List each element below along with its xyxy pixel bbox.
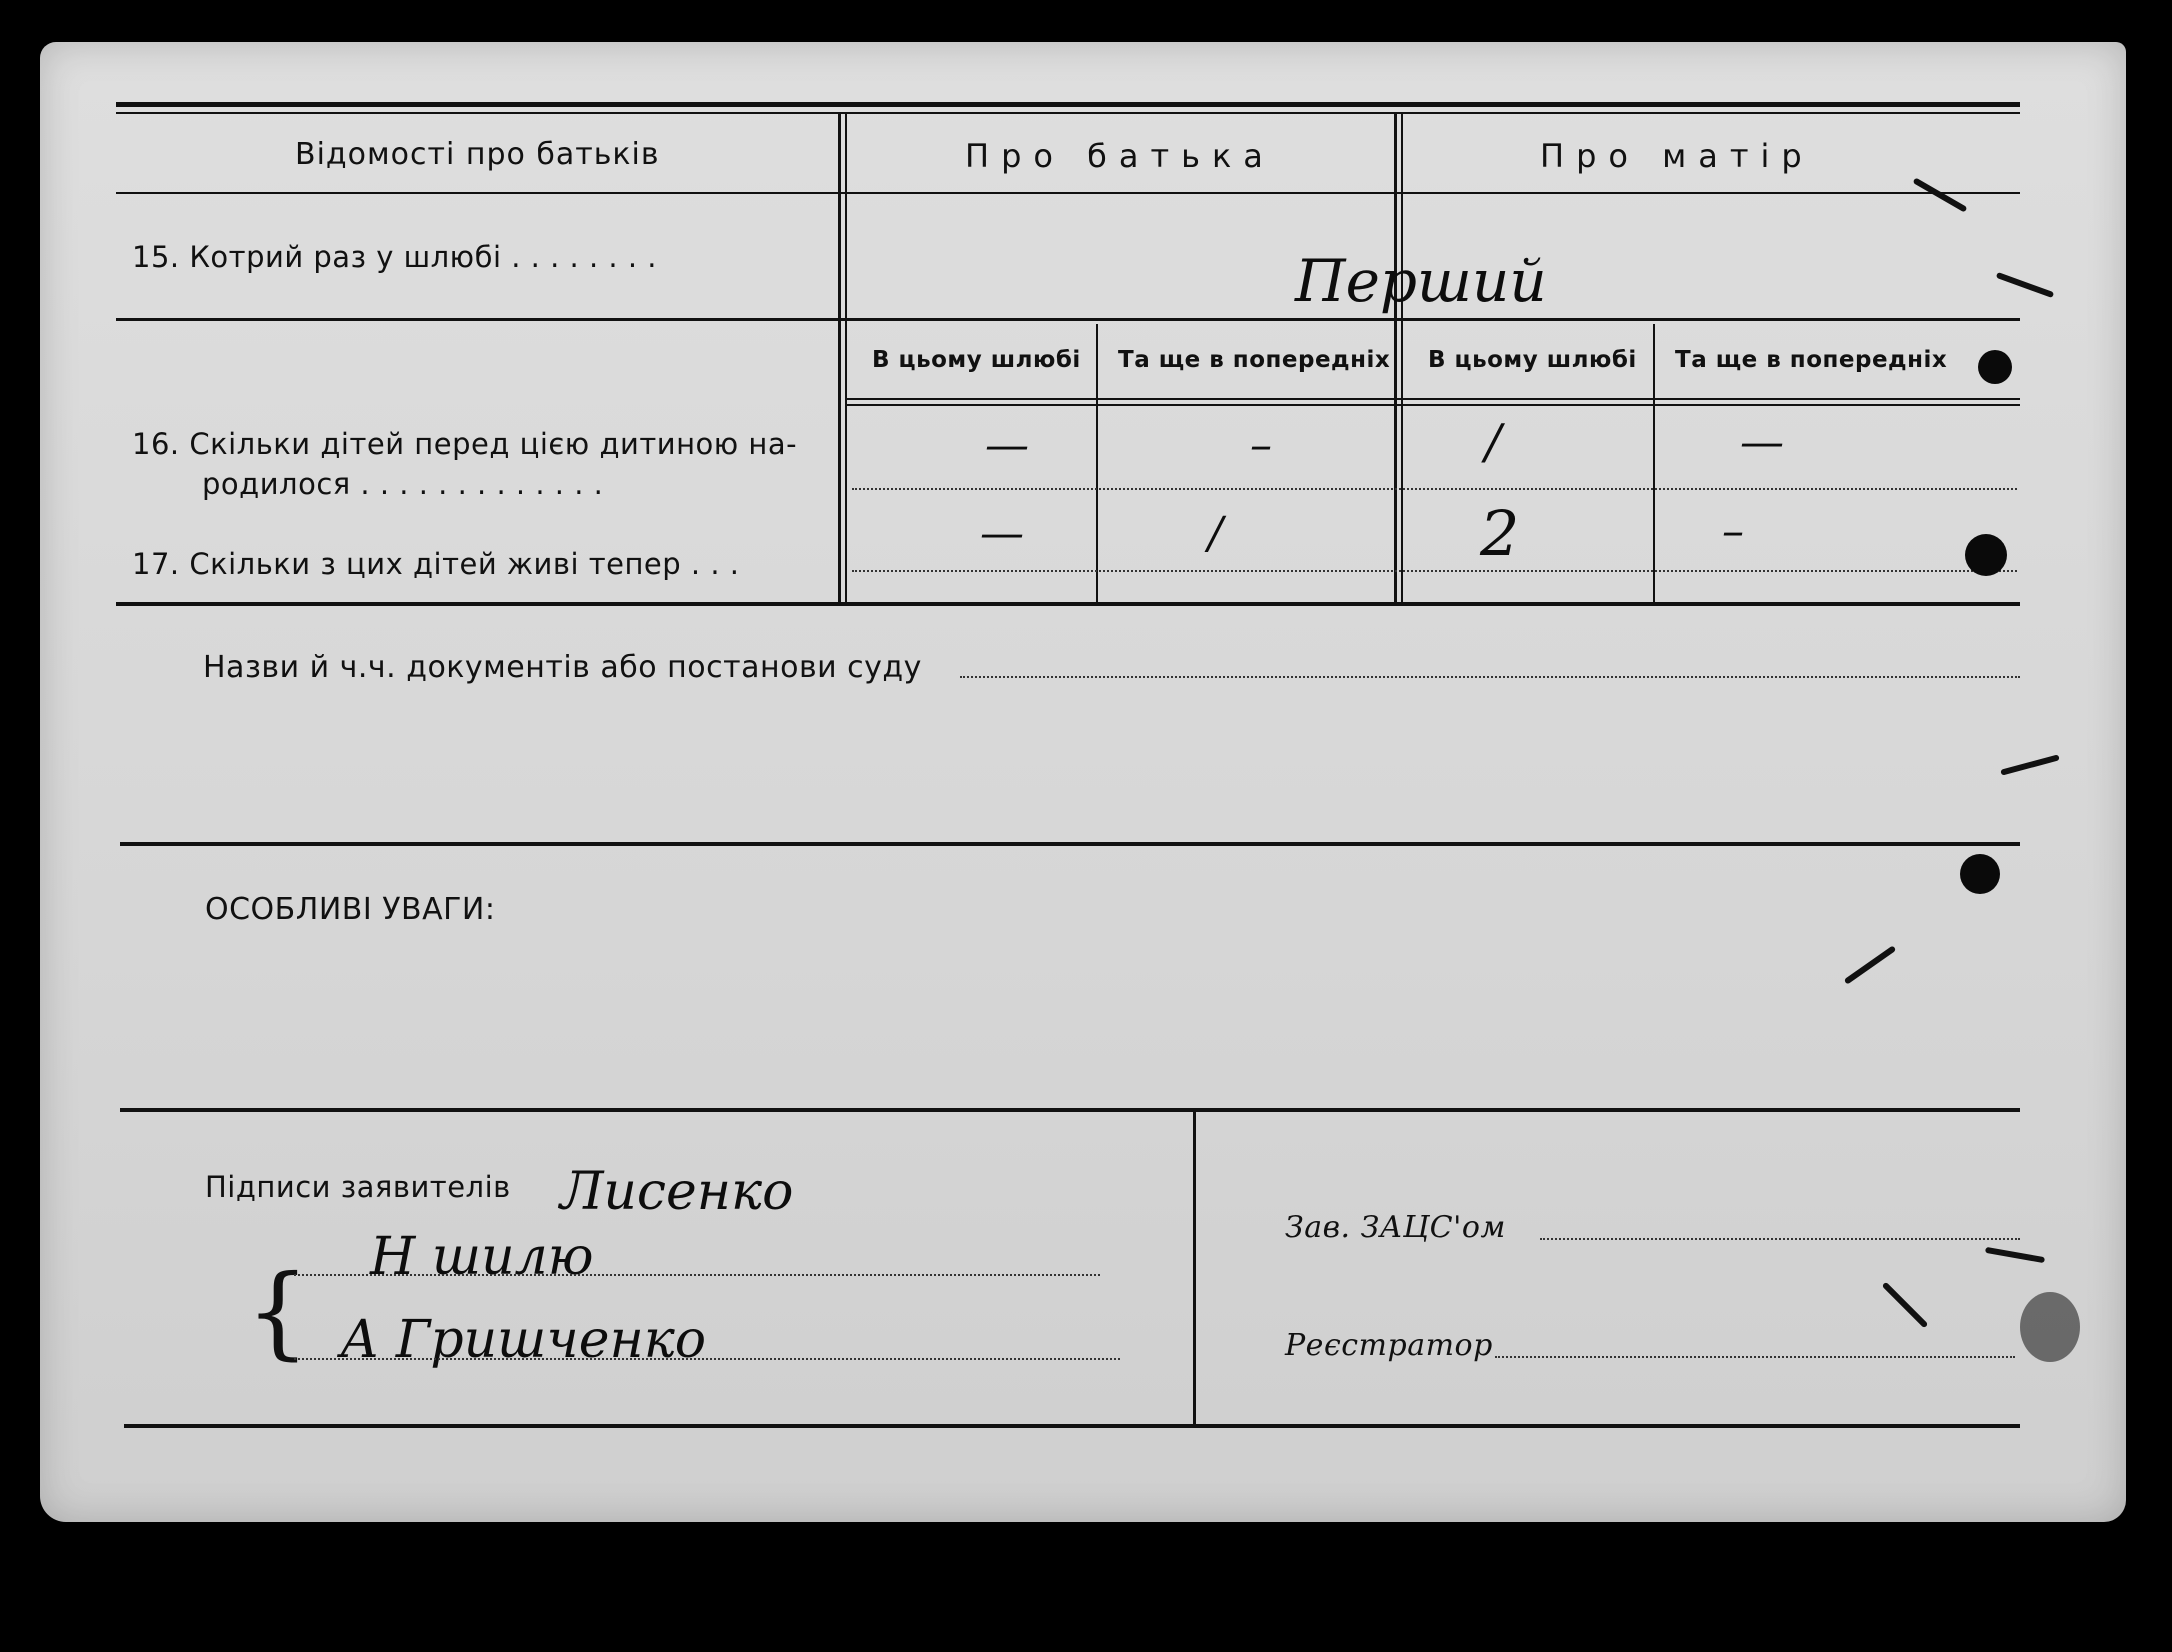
documents-bottom-rule bbox=[120, 842, 2020, 846]
tear-mark bbox=[1996, 272, 2054, 298]
row16-mother-this: / bbox=[1485, 414, 1502, 470]
header-rule bbox=[116, 192, 2020, 194]
signatures-label: Підписи заявителів bbox=[205, 1170, 511, 1204]
row17-father-this: — bbox=[980, 508, 1024, 559]
row17-cell-divider bbox=[852, 570, 2017, 572]
header-about-mother: Про матір bbox=[1540, 137, 1814, 175]
tear-mark bbox=[1882, 1282, 1929, 1329]
tear-mark bbox=[1985, 1247, 2045, 1263]
sub-father-previous: Та ще в попередніх bbox=[1118, 347, 1391, 373]
col-divider-1b bbox=[845, 114, 847, 602]
signature-3: А Гришченко bbox=[340, 1310, 707, 1370]
row16-label-line1: 16. Скільки дітей перед цією дитиною на- bbox=[132, 427, 798, 461]
signature-1: Лисенко bbox=[560, 1162, 794, 1222]
sub-mother-previous: Та ще в попередніх bbox=[1675, 347, 1948, 373]
punch-hole bbox=[1965, 534, 2007, 576]
row17-mother-prev: – bbox=[1722, 506, 1744, 557]
stain-mark bbox=[2020, 1292, 2080, 1362]
table-bottom-rule bbox=[116, 602, 2020, 606]
punch-hole bbox=[1960, 854, 2000, 894]
registrar-line bbox=[1495, 1356, 2015, 1358]
signature-2-line bbox=[294, 1274, 1100, 1276]
row15-label: 15. Котрий раз у шлюбі . . . . . . . . bbox=[132, 240, 657, 274]
signature-2: Н шилю bbox=[370, 1227, 594, 1287]
punch-hole bbox=[1978, 350, 2012, 384]
sub-mother-this-marriage: В цьому шлюбі bbox=[1428, 347, 1637, 373]
col-divider-2a bbox=[1394, 114, 1397, 602]
header-about-father: Про батька bbox=[965, 137, 1275, 175]
row16-father-prev: – bbox=[1250, 420, 1272, 471]
row17-father-prev: / bbox=[1208, 508, 1223, 559]
col-divider-2b bbox=[1401, 114, 1403, 602]
row16-label-line2: родилося . . . . . . . . . . . . . bbox=[202, 467, 604, 501]
card-bottom-rule bbox=[124, 1424, 2020, 1428]
documents-fill-line bbox=[960, 676, 2020, 678]
tear-mark bbox=[1844, 945, 1897, 984]
top-rule bbox=[116, 102, 2020, 107]
notes-bottom-rule bbox=[120, 1108, 2020, 1112]
tear-mark bbox=[2000, 754, 2060, 775]
signature-3-line bbox=[294, 1358, 1120, 1360]
row15-rule bbox=[116, 318, 2020, 321]
registrar-label: Реєстратор bbox=[1285, 1328, 1493, 1363]
row15-value-handwritten: Перший bbox=[1295, 247, 1547, 315]
row16-father-this: — bbox=[985, 420, 1029, 471]
head-zags-label: Зав. ЗАЦС'ом bbox=[1285, 1210, 1506, 1245]
head-zags-line bbox=[1540, 1238, 2020, 1240]
row17-label: 17. Скільки з цих дітей живі тепер . . . bbox=[132, 547, 740, 581]
row16-mother-prev: — bbox=[1740, 417, 1784, 468]
sub-divider-mother bbox=[1653, 324, 1655, 602]
signatures-brace: { bbox=[246, 1253, 311, 1370]
row17-mother-this: 2 bbox=[1480, 497, 1520, 570]
tear-mark bbox=[1913, 177, 1968, 212]
document-card bbox=[40, 42, 2126, 1522]
documents-label: Назви й ч.ч. документів або постанови суду bbox=[203, 650, 922, 685]
col-divider-1a bbox=[838, 114, 841, 602]
top-rule-thin bbox=[116, 112, 2020, 114]
header-parents-info: Відомості про батьків bbox=[295, 137, 660, 172]
subheader-rule-b bbox=[845, 404, 2020, 406]
special-notes-label: ОСОБЛИВІ УВАГИ: bbox=[205, 892, 496, 927]
subheader-rule-a bbox=[845, 398, 2020, 400]
row16-cell-divider bbox=[852, 488, 2017, 490]
sub-father-this-marriage: В цьому шлюбі bbox=[872, 347, 1081, 373]
signatures-divider bbox=[1193, 1112, 1196, 1424]
sub-divider-father bbox=[1096, 324, 1098, 602]
